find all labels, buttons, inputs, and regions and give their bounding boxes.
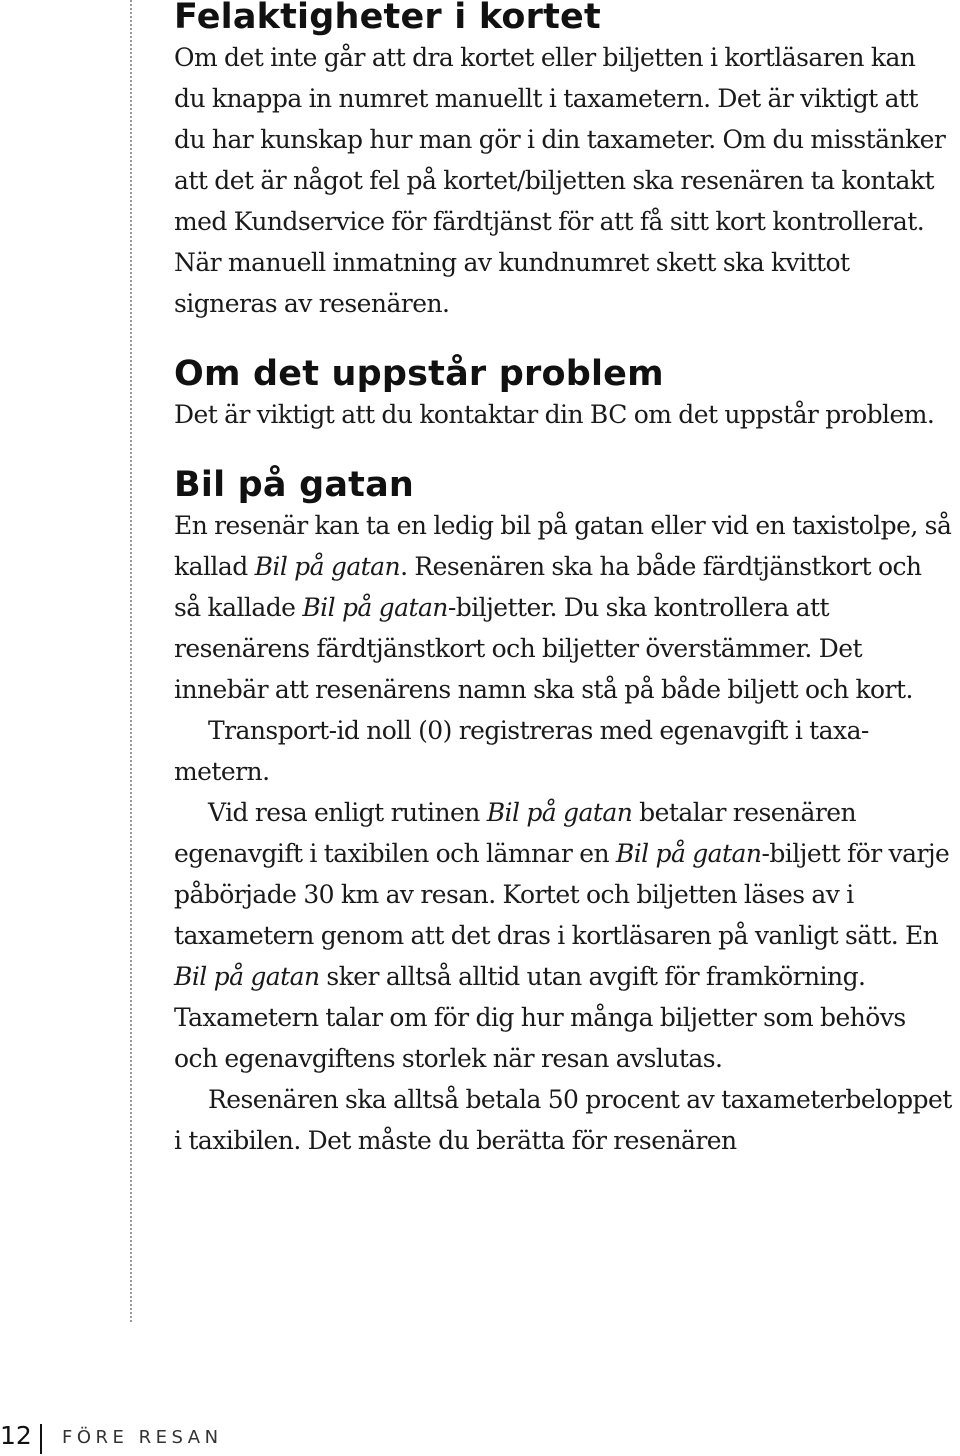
heading-bil-pa-gatan: Bil på gatan xyxy=(174,465,415,505)
paragraph-bil-pa-gatan-4: Resenären ska alltså betala 50 procent av taxameterbeloppet i taxibilen. Det måste du berätta för resenären xyxy=(174,1085,952,1155)
text-run: sker alltså alltid utan avgift för framkörning. Taxametern talar om för dig hur många biljetter som behövs och egenavgiftens storlek när resan avslutas. xyxy=(174,962,906,1073)
text-run: -biljett för varje påbörjade 30 km av resan. Kortet och biljetten läses av i taxametern genom att det dras i kortläsaren på vanligt sätt. En xyxy=(174,839,950,950)
italic-term: Bil på gatan xyxy=(486,798,633,827)
page-content xyxy=(174,0,952,1161)
text-run: Vid resa enligt rutinen xyxy=(208,798,487,827)
italic-term: Bil på gatan xyxy=(254,552,401,581)
italic-term: Bil på gatan xyxy=(302,593,448,622)
paragraph-problem: Det är viktigt att du kontaktar din BC om det uppstår problem. xyxy=(174,400,935,429)
paragraph-bil-pa-gatan-3 xyxy=(174,792,952,1079)
margin-dotted-rule xyxy=(130,0,132,1322)
running-head: FÖRE RESAN xyxy=(62,1427,223,1448)
paragraph-bil-pa-gatan-2: Transport-id noll (0) registreras med egenavgift i taxametern. xyxy=(174,716,870,786)
page-footer xyxy=(0,1416,960,1456)
italic-term: Bil på gatan xyxy=(615,839,762,868)
text-run: -biljetter. Du ska kontrollera att resenärens färdtjänstkort och biljetter överstämmer. Det innebär att resenärens namn ska stå på både biljett och kort. xyxy=(174,593,913,704)
text-run: . Resenären ska ha både färdtjänstkort och så kallade xyxy=(174,552,922,622)
text-run: En resenär kan ta en ledig bil på gatan eller vid en taxistolpe, så kallad xyxy=(174,511,952,581)
italic-term: Bil på gatan xyxy=(174,962,320,991)
page-number: 12 xyxy=(0,1421,32,1450)
text-run: betalar resenären egenavgift i taxibilen och lämnar en xyxy=(174,798,857,868)
paragraph-bil-pa-gatan-1 xyxy=(174,505,952,710)
paragraph-felaktigheter: Om det inte går att dra kortet eller biljetten i kortläsaren kan du knappa in numret manuellt i taxametern. Det är viktigt att du har kunskap hur man gör i din taxameter. Om du misstänker att det är något fel på kortet/biljetten ska resenären ta kontakt med Kundservice för färdtjänst för att få sitt kort kontrollerat. När manuell inmatning av kundnumret skett ska kvittot signeras av resenären. xyxy=(174,43,946,318)
heading-felaktigheter-i-kortet: Felaktigheter i kortet xyxy=(174,0,601,37)
heading-om-det-uppstar-problem: Om det uppstår problem xyxy=(174,354,664,394)
footer-divider xyxy=(40,1424,42,1454)
